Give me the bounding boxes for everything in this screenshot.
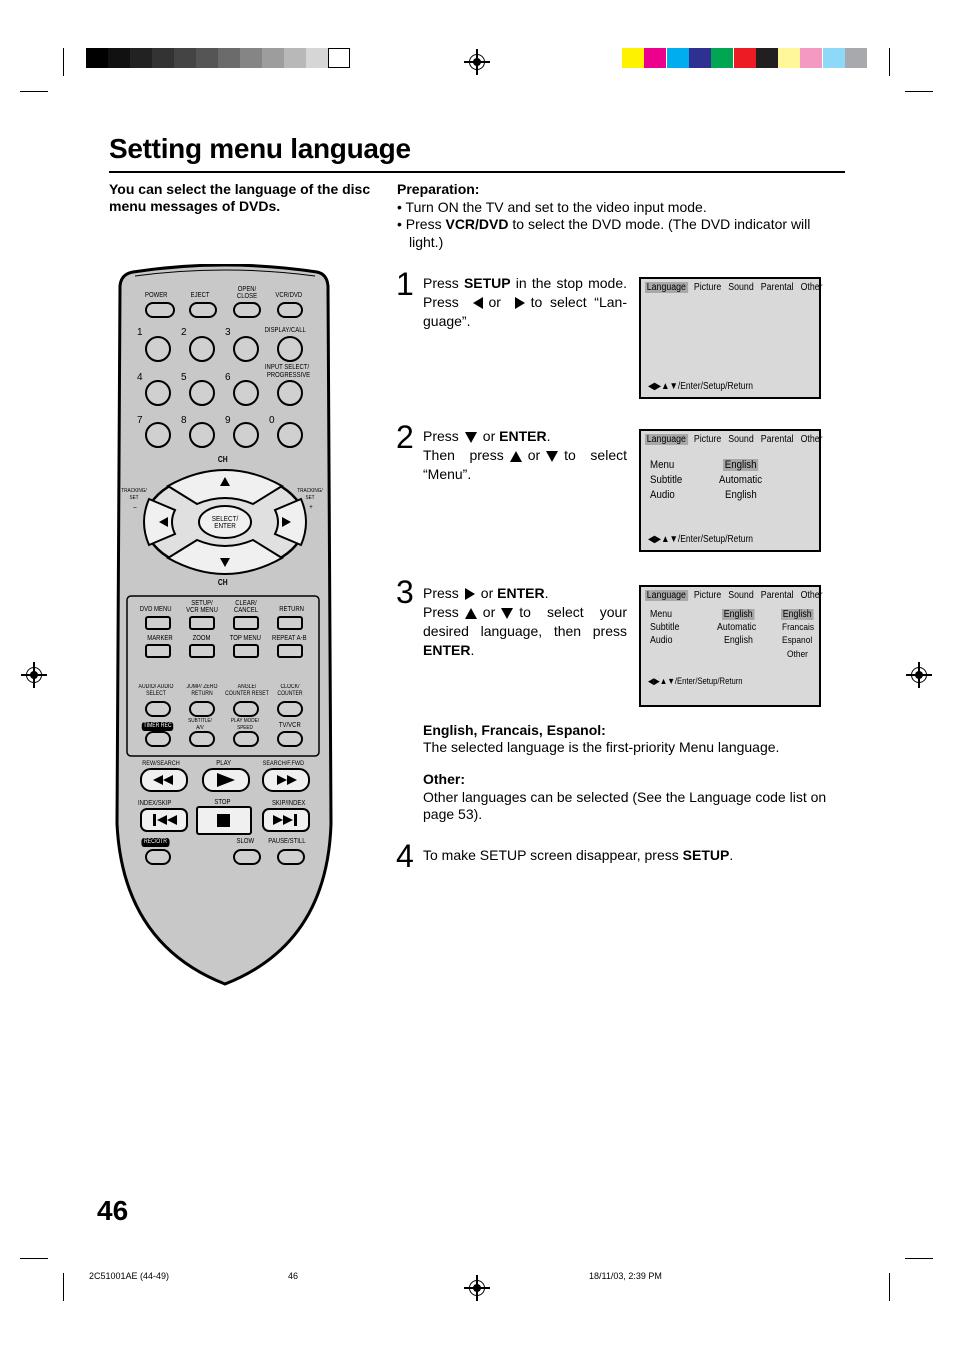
tracking-left-label: TRACKING/ SET <box>121 488 147 501</box>
eject-label: EJECT <box>190 292 210 299</box>
page-title: Setting menu language <box>109 133 411 164</box>
jump-button[interactable] <box>189 701 215 717</box>
footer-file-id: 2C51001AE (44-49) <box>89 1271 170 1281</box>
crop-mark <box>889 48 890 76</box>
crop-mark <box>905 91 933 92</box>
preparation-section <box>397 181 827 251</box>
step-number: 4 <box>396 838 414 874</box>
step-1-text: Press SETUP in the stop mode. Press or to select “Lan-guage”. <box>423 275 627 329</box>
color-swatch <box>823 48 845 68</box>
input-select-label: INPUT SELECT/ <box>264 364 310 371</box>
skip-index-label: SKIP/INDEX <box>271 800 306 807</box>
num-6-button[interactable] <box>233 380 259 406</box>
display-call-button[interactable] <box>277 336 303 362</box>
color-swatch <box>644 48 666 68</box>
left-arrow-icon <box>473 297 483 309</box>
gray-swatch <box>130 48 152 68</box>
crop-mark <box>889 1273 890 1301</box>
stop-label: STOP <box>214 799 231 806</box>
crop-mark <box>20 1258 48 1259</box>
audio-button[interactable] <box>145 701 171 717</box>
subtitle-button[interactable] <box>189 731 215 747</box>
right-arrow-icon <box>465 588 475 600</box>
num-7-button[interactable] <box>145 422 171 448</box>
num-5-label: 5 <box>181 372 187 383</box>
step-2-text: Press or ENTER. Then press or to select “Menu”. <box>423 428 627 482</box>
intro-text: You can select the language of the disc menu messages of DVDs. <box>109 181 371 214</box>
input-select-button[interactable] <box>277 380 303 406</box>
step-number: 1 <box>396 266 414 302</box>
setup-vcr-menu-label: SETUP/ VCR MENU <box>186 600 218 614</box>
power-label: POWER <box>144 292 168 299</box>
top-menu-button[interactable] <box>233 644 259 658</box>
screen-tabs: Language Picture Sound Parental Other <box>646 590 823 601</box>
color-swatch <box>622 48 644 68</box>
up-arrow-icon <box>510 451 522 462</box>
timer-rec-label: TIMER REC <box>143 723 172 729</box>
gray-swatch <box>108 48 130 68</box>
footer-page: 46 <box>288 1271 299 1281</box>
num-9-button[interactable] <box>233 422 259 448</box>
gray-swatch <box>262 48 284 68</box>
return-button[interactable] <box>277 616 303 630</box>
gray-swatch <box>152 48 174 68</box>
progressive-label: PROGRESSIVE <box>266 372 311 379</box>
page-number: 46 <box>97 1195 129 1226</box>
num-8-button[interactable] <box>189 422 215 448</box>
dvd-menu-button[interactable] <box>145 616 171 630</box>
return-label: RETURN <box>279 606 304 613</box>
screen-nav-hint: ◀▶▲▼/Enter/Setup/Return <box>648 381 754 392</box>
power-button[interactable] <box>145 302 175 318</box>
setup-screen-2 <box>639 429 821 552</box>
step-number: 2 <box>396 419 414 455</box>
setup-button[interactable] <box>189 616 215 630</box>
crop-mark <box>905 1258 933 1259</box>
crop-mark <box>63 1273 64 1301</box>
repeat-ab-button[interactable] <box>277 644 303 658</box>
rec-otr-button[interactable] <box>145 849 171 865</box>
num-6-label: 6 <box>225 372 231 383</box>
preparation-bullet: • Press VCR/DVD to select the DVD mode. (The DVD indicator will light.) <box>397 216 811 250</box>
note-other-heading: Other: <box>423 771 465 787</box>
rew-button[interactable] <box>141 769 187 791</box>
angle-button[interactable] <box>233 701 259 717</box>
ffwd-button[interactable] <box>263 769 309 791</box>
color-swatch <box>756 48 778 68</box>
color-swatch <box>778 48 800 68</box>
index-skip-label: INDEX/SKIP <box>137 800 172 807</box>
marker-label: MARKER <box>147 635 173 642</box>
top-menu-label: TOP MENU <box>229 635 261 642</box>
registration-mark-icon <box>906 662 932 688</box>
audio-value: English <box>724 635 753 646</box>
num-4-button[interactable] <box>145 380 171 406</box>
note-other-text: Other languages can be selected (See the Language code list on page 53). <box>423 789 827 822</box>
preparation-heading: Preparation: <box>397 181 480 197</box>
num-1-button[interactable] <box>145 336 171 362</box>
search-ffwd-label: SEARCH/F.FWD <box>262 760 305 767</box>
tv-vcr-label: TV/VCR <box>278 722 301 729</box>
eject-button[interactable] <box>189 302 217 318</box>
note-languages-text: The selected language is the first-priority Menu language. <box>423 739 780 755</box>
setup-screen-3 <box>639 585 821 707</box>
gray-swatch <box>328 48 350 68</box>
zoom-label: ZOOM <box>192 635 211 642</box>
audio-label: AUDIO/ AUDIO SELECT <box>138 684 174 697</box>
ch-up-label: CH <box>217 455 228 464</box>
tv-vcr-button[interactable] <box>277 731 303 747</box>
color-swatch <box>734 48 756 68</box>
vcr-dvd-button[interactable] <box>277 302 303 318</box>
rec-otr-label: REC/OTR <box>141 838 169 847</box>
footer-timestamp: 18/11/03, 2:39 PM <box>589 1271 662 1281</box>
ch-down-label: CH <box>217 578 228 587</box>
dvd-menu-label: DVD MENU <box>139 606 172 613</box>
color-swatch <box>800 48 822 68</box>
pause-still-label: PAUSE/STILL <box>268 838 306 845</box>
color-swatch <box>845 48 867 68</box>
down-arrow-icon <box>465 432 477 443</box>
gray-swatch <box>86 48 108 68</box>
registration-mark-icon <box>464 1275 490 1301</box>
tracking-minus-label: – <box>133 504 137 511</box>
play-mode-button[interactable] <box>233 731 259 747</box>
right-arrow-icon <box>515 297 525 309</box>
num-1-label: 1 <box>137 327 143 338</box>
title-rule <box>109 171 845 173</box>
menu-value: English <box>723 609 753 620</box>
num-2-label: 2 <box>181 327 187 338</box>
open-close-button[interactable] <box>233 302 261 318</box>
clear-cancel-label: CLEAR/ CANCEL <box>233 600 259 614</box>
preparation-bullet: • Turn ON the TV and set to the video input mode. <box>397 198 707 215</box>
subtitle-value: Automatic <box>717 622 757 633</box>
slow-button[interactable] <box>233 849 261 865</box>
clock-button[interactable] <box>277 701 303 717</box>
menu-row-label: Menu <box>650 459 675 471</box>
screen-tabs: Language Picture Sound Parental Other <box>646 434 823 445</box>
rew-search-label: REW/SEARCH <box>142 760 180 767</box>
note-languages-heading: English, Francais, Espanol: <box>423 722 606 738</box>
gray-swatch <box>284 48 306 68</box>
gray-swatch <box>174 48 196 68</box>
index-skip-button[interactable] <box>141 809 187 831</box>
zoom-button[interactable] <box>189 644 215 658</box>
step-3-text: Press or ENTER. Press or to select your desired language, then press ENTER. <box>423 585 627 658</box>
repeat-ab-label: REPEAT A-B <box>272 635 307 642</box>
language-option: Other <box>787 649 808 660</box>
play-label: PLAY <box>216 760 232 767</box>
down-arrow-icon <box>501 608 513 619</box>
num-3-button[interactable] <box>233 336 259 362</box>
gray-swatch <box>240 48 262 68</box>
num-2-button[interactable] <box>189 336 215 362</box>
stop-button[interactable] <box>197 807 251 834</box>
tracking-right-label: TRACKING/ SET <box>297 488 323 501</box>
marker-button[interactable] <box>145 644 171 658</box>
screen-nav-hint: ◀▶▲▼/Enter/Setup/Return <box>648 534 754 545</box>
num-8-label: 8 <box>181 415 187 426</box>
menu-value: English <box>724 459 757 471</box>
language-option: English <box>782 609 812 620</box>
audio-row-label: Audio <box>650 635 673 646</box>
audio-value: English <box>725 489 757 501</box>
subtitle-row-label: Subtitle <box>650 474 683 486</box>
tracking-plus-label: + <box>309 504 313 511</box>
color-swatch <box>689 48 711 68</box>
audio-row-label: Audio <box>650 489 675 501</box>
remote-control-illustration <box>113 264 337 988</box>
up-arrow-icon <box>465 608 477 619</box>
select-enter-label[interactable]: SELECT/ ENTER <box>211 514 239 530</box>
num-5-button[interactable] <box>189 380 215 406</box>
color-swatch <box>711 48 733 68</box>
crop-mark <box>63 48 64 76</box>
num-7-label: 7 <box>137 415 143 426</box>
gray-swatch <box>218 48 240 68</box>
subtitle-value: Automatic <box>719 474 763 486</box>
open-close-label: OPEN/ CLOSE <box>236 286 258 300</box>
setup-screen-1 <box>639 277 821 399</box>
jump-label: JUMP/ ZERO RETURN <box>186 684 218 697</box>
clear-cancel-button[interactable] <box>233 616 259 630</box>
language-option: Espanol <box>782 635 813 646</box>
play-mode-label: PLAY MODE/ SPEED <box>230 718 260 731</box>
menu-row-label: Menu <box>650 609 673 620</box>
gray-swatch <box>196 48 218 68</box>
num-9-label: 9 <box>225 415 231 426</box>
timer-rec-button[interactable] <box>145 731 171 747</box>
display-call-label: DISPLAY/CALL <box>264 327 306 334</box>
screen-tabs: Language Picture Sound Parental Other <box>646 282 823 293</box>
slow-label: SLOW <box>236 838 255 845</box>
registration-mark-icon <box>464 49 490 75</box>
num-0-label: 0 <box>269 415 275 426</box>
down-arrow-icon <box>546 451 558 462</box>
color-swatch <box>667 48 689 68</box>
num-0-button[interactable] <box>277 422 303 448</box>
crop-mark <box>20 91 48 92</box>
pause-still-button[interactable] <box>277 849 305 865</box>
step-4-text: To make SETUP screen disappear, press SETUP. <box>423 847 734 863</box>
gray-swatch <box>306 48 328 68</box>
language-option: Francais <box>782 622 815 633</box>
vcr-dvd-label: VCR/DVD <box>275 292 303 299</box>
step-number: 3 <box>396 574 414 610</box>
num-3-label: 3 <box>225 327 231 338</box>
skip-index-button[interactable] <box>263 809 309 831</box>
subtitle-row-label: Subtitle <box>650 622 680 633</box>
play-button[interactable] <box>203 769 249 791</box>
num-4-label: 4 <box>137 372 143 383</box>
angle-label: ANGLE/ COUNTER RESET <box>225 684 269 697</box>
registration-mark-icon <box>21 662 47 688</box>
screen-nav-hint: ◀▶▲▼/Enter/Setup/Return <box>648 676 743 686</box>
subtitle-label: SUBTITLE/ A/V <box>188 718 212 731</box>
clock-label: CLOCK/ COUNTER <box>277 684 303 697</box>
